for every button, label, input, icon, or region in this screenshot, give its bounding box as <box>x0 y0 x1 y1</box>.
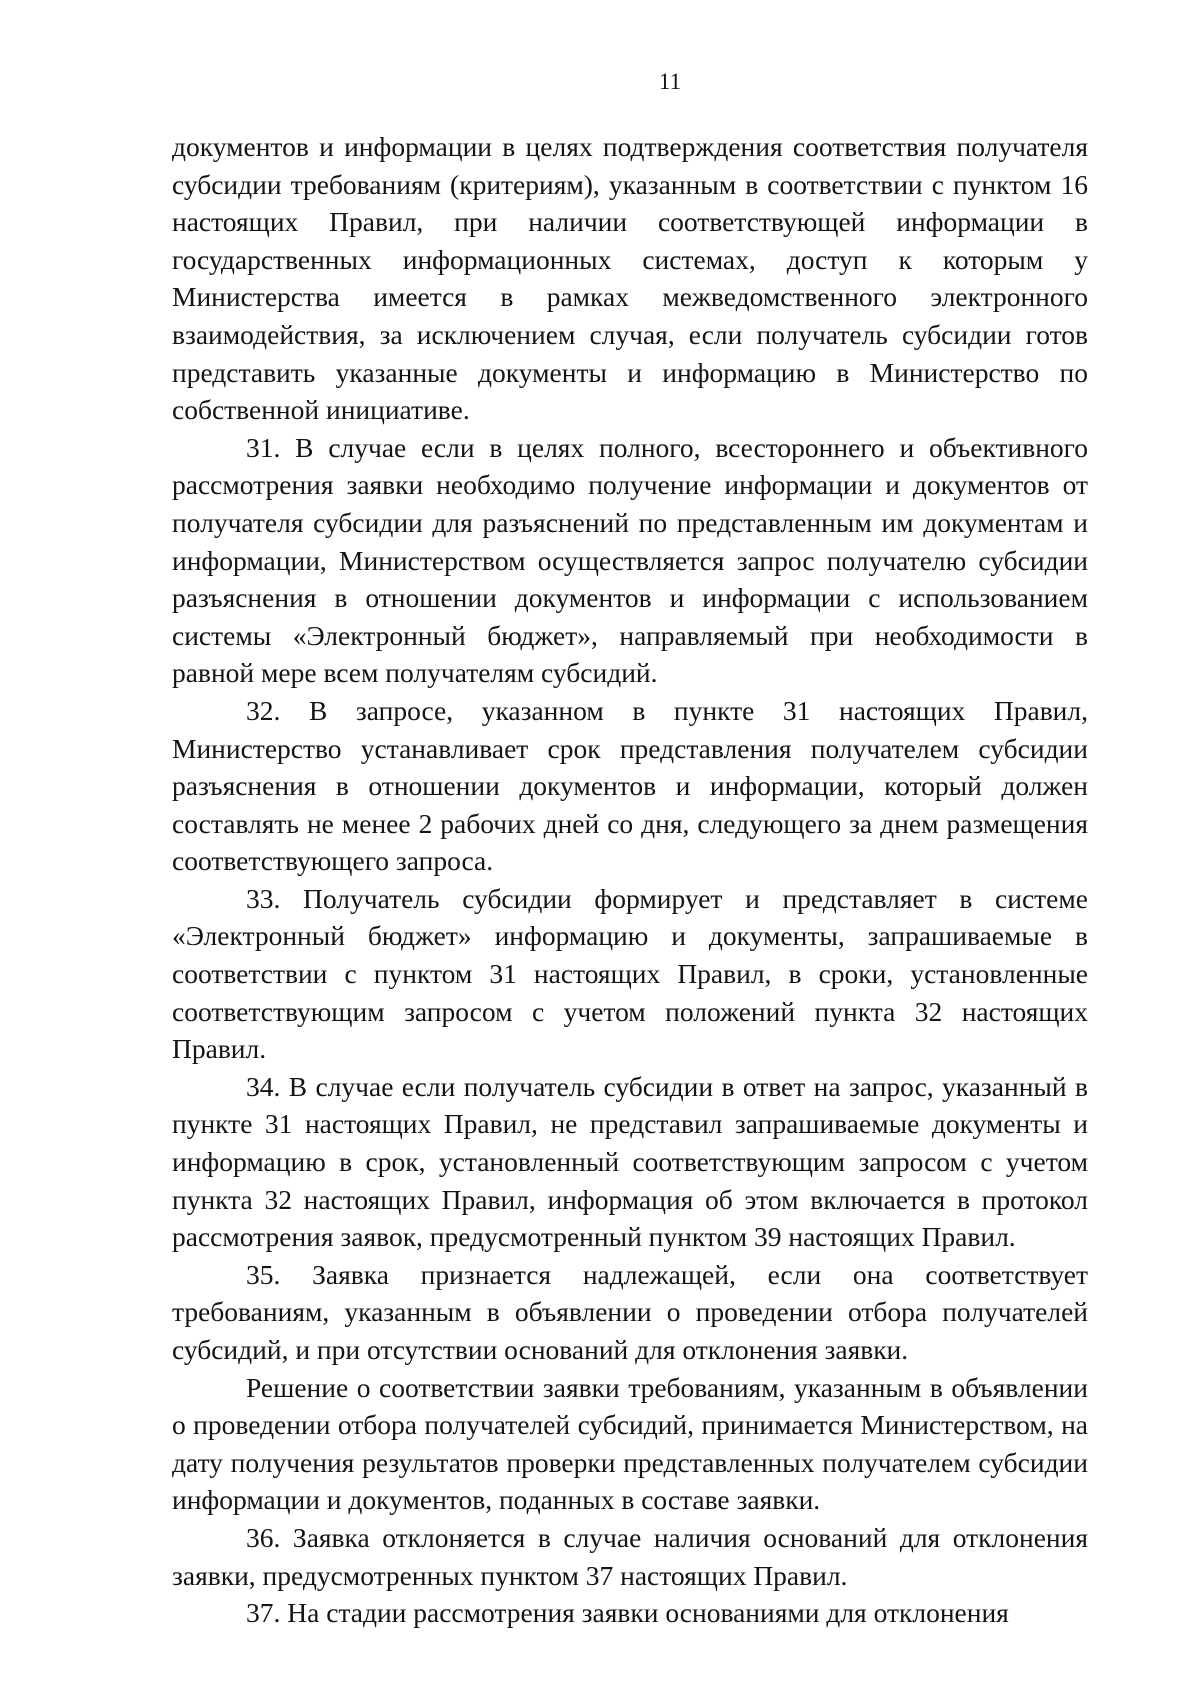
paragraph-continuation: документов и информации в целях подтверждения соответствия получателя субсидии требованиям (критериям), указанным в соответствии с пунктом 16 настоящих Правил, при наличии соответствующей информации в государственных информационных системах, доступ к которым у Министерства имеется в рамках межведомственного электронного взаимодействия, за исключением случая, если получатель субсидии готов представить указанные документы и информацию в Министерство по собственной инициативе. <box>172 131 1088 426</box>
paragraph-32: 32. В запросе, указанном в пункте 31 настоящих Правил, Министерство устанавливает срок представления получателем субсидии разъяснения в отношении документов и информации, который должен составлять не менее 2 рабочих дней со дня, следующего за днем размещения соответствующего запроса. <box>172 694 1088 877</box>
page-number: 11 <box>658 69 682 94</box>
paragraph-37: 37. На стадии рассмотрения заявки основаниями для отклонения <box>246 1597 1009 1629</box>
paragraph-35: 35. Заявка признается надлежащей, если она соответствует требованиям, указанным в объявлении о проведении отбора получателей субсидий, и при отсутствии оснований для отклонения заявки. <box>172 1258 1088 1365</box>
paragraph-36: 36. Заявка отклоняется в случае наличия оснований для отклонения заявки, предусмотренных пунктом 37 настоящих Правил. <box>172 1521 1088 1591</box>
document-body <box>172 128 1088 1632</box>
paragraph-35-decision: Решение о соответствии заявки требованиям, указанным в объявлении о проведении отбора получателей субсидий, принимается Министерством, на дату получения результатов проверки представленных получателем субсидии информации и документов, поданных в составе заявки. <box>172 1371 1088 1516</box>
paragraph-34: 34. В случае если получатель субсидии в ответ на запрос, указанный в пункте 31 настоящих Правил, не представил запрашиваемые документы и информацию в срок, установленный соответствующим запросом с учетом пункта 32 настоящих Правил, информация об этом включается в протокол рассмотрения заявок, предусмотренный пунктом 39 настоящих Правил. <box>172 1070 1088 1253</box>
paragraph-31: 31. В случае если в целях полного, всестороннего и объективного рассмотрения заявки необходимо получение информации и документов от получателя субсидии для разъяснений по представленным им документам и информации, Министерством осуществляется запрос получателю субсидии разъяснения в отношении документов и информации с использованием системы «Электронный бюджет», направляемый при необходимости в равной мере всем получателям субсидий. <box>172 431 1088 689</box>
paragraph-33: 33. Получатель субсидии формирует и представляет в системе «Электронный бюджет» информацию и документы, запрашиваемые в соответствии с пунктом 31 настоящих Правил, в сроки, установленные соответствующим запросом с учетом положений пункта 32 настоящих Правил. <box>172 882 1088 1065</box>
